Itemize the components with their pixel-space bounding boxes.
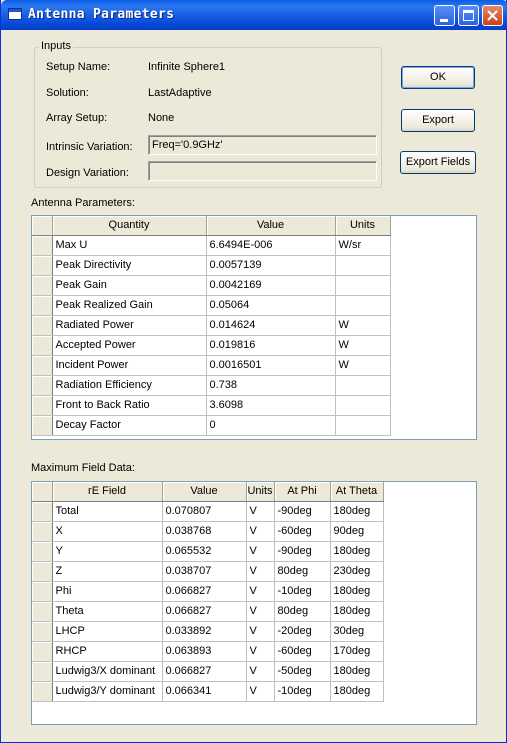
table-cell[interactable]: 0.0016501: [206, 355, 335, 375]
table-cell[interactable]: 180deg: [330, 681, 383, 701]
table-cell[interactable]: LHCP: [52, 621, 162, 641]
array-setup-label: Array Setup:: [46, 112, 108, 124]
table-row[interactable]: [32, 661, 383, 681]
table-cell[interactable]: -90deg: [274, 541, 330, 561]
maximize-button[interactable]: [458, 5, 479, 26]
close-icon: [483, 6, 502, 25]
table-cell[interactable]: 0.066827: [162, 601, 246, 621]
row-header-cell[interactable]: [32, 395, 52, 415]
solution-label: Solution:: [46, 87, 89, 99]
table-cell[interactable]: Peak Directivity: [52, 255, 206, 275]
row-header-cell[interactable]: [32, 501, 52, 521]
export-fields-button[interactable]: Export Fields: [400, 151, 476, 174]
design-variation-field: [148, 161, 377, 181]
table-cell[interactable]: W: [335, 335, 390, 355]
row-header-cell[interactable]: [32, 295, 52, 315]
table-cell[interactable]: 180deg: [330, 661, 383, 681]
corner-header-cell[interactable]: [32, 216, 52, 235]
intrinsic-variation-field: Freq='0.9GHz': [148, 135, 377, 155]
row-header-cell[interactable]: [32, 681, 52, 701]
table-cell[interactable]: 90deg: [330, 521, 383, 541]
maximum-field-data-header-row: [32, 482, 383, 501]
maximum-field-data-grid[interactable]: [31, 481, 477, 725]
row-header-cell[interactable]: [32, 661, 52, 681]
table-cell[interactable]: Y: [52, 541, 162, 561]
table-cell[interactable]: Front to Back Ratio: [52, 395, 206, 415]
table-cell[interactable]: V: [246, 681, 274, 701]
table-cell[interactable]: 180deg: [330, 541, 383, 561]
table-row[interactable]: [32, 641, 383, 661]
table-cell[interactable]: 0.066827: [162, 581, 246, 601]
table-cell[interactable]: 80deg: [274, 561, 330, 581]
row-header-cell[interactable]: [32, 275, 52, 295]
table-row[interactable]: [32, 335, 390, 355]
table-cell[interactable]: Theta: [52, 601, 162, 621]
table-cell[interactable]: -50deg: [274, 661, 330, 681]
table-cell[interactable]: Incident Power: [52, 355, 206, 375]
table-cell[interactable]: 30deg: [330, 621, 383, 641]
table-cell[interactable]: 0.0042169: [206, 275, 335, 295]
table-cell[interactable]: V: [246, 601, 274, 621]
table-cell[interactable]: 6.6494E-006: [206, 235, 335, 255]
table-cell[interactable]: 0.014624: [206, 315, 335, 335]
table-cell[interactable]: V: [246, 661, 274, 681]
table-cell[interactable]: -60deg: [274, 521, 330, 541]
table-cell[interactable]: 0.065532: [162, 541, 246, 561]
column-header-value[interactable]: Value: [162, 482, 246, 501]
table-cell[interactable]: 170deg: [330, 641, 383, 661]
table-cell[interactable]: 180deg: [330, 581, 383, 601]
table-cell[interactable]: Max U: [52, 235, 206, 255]
table-cell[interactable]: Decay Factor: [52, 415, 206, 435]
table-cell[interactable]: -60deg: [274, 641, 330, 661]
antenna-parameters-table: [32, 216, 391, 436]
table-cell[interactable]: 180deg: [330, 601, 383, 621]
row-header-cell[interactable]: [32, 355, 52, 375]
table-cell[interactable]: V: [246, 561, 274, 581]
table-row[interactable]: [32, 601, 383, 621]
window-app-icon[interactable]: [8, 8, 22, 20]
row-header-cell[interactable]: [32, 621, 52, 641]
maximum-field-data-label: Maximum Field Data:: [31, 462, 135, 474]
table-cell[interactable]: 0.0057139: [206, 255, 335, 275]
column-header-units[interactable]: Units: [335, 216, 390, 235]
antenna-parameters-grid[interactable]: [31, 215, 477, 440]
table-row[interactable]: [32, 375, 390, 395]
table-cell[interactable]: -90deg: [274, 501, 330, 521]
table-cell[interactable]: Radiated Power: [52, 315, 206, 335]
table-cell[interactable]: Peak Gain: [52, 275, 206, 295]
table-row[interactable]: [32, 235, 390, 255]
row-header-cell[interactable]: [32, 415, 52, 435]
table-cell[interactable]: [335, 375, 390, 395]
row-header-cell[interactable]: [32, 315, 52, 335]
table-cell[interactable]: 230deg: [330, 561, 383, 581]
column-header-units[interactable]: Units: [246, 482, 274, 501]
table-row[interactable]: [32, 561, 383, 581]
table-cell[interactable]: W: [335, 315, 390, 335]
antenna-parameters-label: Antenna Parameters:: [31, 197, 135, 209]
row-header-cell[interactable]: [32, 641, 52, 661]
solution-value: LastAdaptive: [148, 87, 212, 99]
table-cell[interactable]: V: [246, 541, 274, 561]
antenna-parameters-header-row: [32, 216, 390, 235]
row-header-cell[interactable]: [32, 541, 52, 561]
table-cell[interactable]: 0: [206, 415, 335, 435]
column-header-re-field[interactable]: rE Field: [52, 482, 162, 501]
close-button[interactable]: [482, 5, 503, 26]
table-cell[interactable]: -10deg: [274, 681, 330, 701]
setup-name-value: Infinite Sphere1: [148, 61, 226, 73]
ok-button[interactable]: OK: [401, 66, 475, 89]
table-cell[interactable]: 0.033892: [162, 621, 246, 641]
table-cell[interactable]: [335, 295, 390, 315]
table-cell[interactable]: Peak Realized Gain: [52, 295, 206, 315]
table-cell[interactable]: [335, 415, 390, 435]
table-row[interactable]: [32, 681, 383, 701]
table-cell[interactable]: 0.738: [206, 375, 335, 395]
table-row[interactable]: [32, 355, 390, 375]
table-cell[interactable]: Z: [52, 561, 162, 581]
table-cell[interactable]: V: [246, 621, 274, 641]
table-cell[interactable]: Accepted Power: [52, 335, 206, 355]
row-header-cell[interactable]: [32, 375, 52, 395]
table-cell[interactable]: [335, 275, 390, 295]
table-row[interactable]: [32, 581, 383, 601]
table-row[interactable]: [32, 295, 390, 315]
table-cell[interactable]: 0.019816: [206, 335, 335, 355]
row-header-cell[interactable]: [32, 521, 52, 541]
table-cell[interactable]: [335, 395, 390, 415]
table-row[interactable]: [32, 255, 390, 275]
table-row[interactable]: [32, 315, 390, 335]
table-cell[interactable]: Total: [52, 501, 162, 521]
table-row[interactable]: [32, 541, 383, 561]
table-row[interactable]: [32, 501, 383, 521]
table-cell[interactable]: 3.6098: [206, 395, 335, 415]
table-cell[interactable]: V: [246, 521, 274, 541]
row-header-cell[interactable]: [32, 335, 52, 355]
table-cell[interactable]: 0.038707: [162, 561, 246, 581]
table-cell[interactable]: Radiation Efficiency: [52, 375, 206, 395]
table-cell[interactable]: V: [246, 641, 274, 661]
table-cell[interactable]: W/sr: [335, 235, 390, 255]
table-cell[interactable]: [335, 255, 390, 275]
column-header-value[interactable]: Value: [206, 216, 335, 235]
minimize-icon: [440, 19, 448, 22]
table-row[interactable]: [32, 395, 390, 415]
column-header-at-theta[interactable]: At Theta: [330, 482, 383, 501]
row-header-cell[interactable]: [32, 255, 52, 275]
table-cell[interactable]: 0.063893: [162, 641, 246, 661]
design-variation-label: Design Variation:: [46, 167, 129, 179]
intrinsic-variation-label: Intrinsic Variation:: [46, 141, 133, 153]
array-setup-value: None: [148, 112, 175, 124]
row-header-cell[interactable]: [32, 601, 52, 621]
row-header-cell[interactable]: [32, 235, 52, 255]
table-cell[interactable]: 0.05064: [206, 295, 335, 315]
table-row[interactable]: [32, 621, 383, 641]
maximum-field-data-table: [32, 482, 384, 702]
column-header-quantity[interactable]: Quantity: [52, 216, 206, 235]
inputs-legend: Inputs: [41, 40, 71, 52]
table-cell[interactable]: -10deg: [274, 581, 330, 601]
row-header-cell[interactable]: [32, 581, 52, 601]
maximize-icon: [463, 10, 474, 21]
table-cell[interactable]: Ludwig3/Y dominant: [52, 681, 162, 701]
table-cell[interactable]: Phi: [52, 581, 162, 601]
table-cell[interactable]: 0.066341: [162, 681, 246, 701]
minimize-button[interactable]: [434, 5, 455, 26]
row-header-cell[interactable]: [32, 561, 52, 581]
window-title: Antenna Parameters: [28, 7, 175, 22]
column-header-at-phi[interactable]: At Phi: [274, 482, 330, 501]
table-cell[interactable]: 180deg: [330, 501, 383, 521]
table-cell[interactable]: V: [246, 501, 274, 521]
export-button[interactable]: Export: [401, 109, 475, 132]
table-cell[interactable]: W: [335, 355, 390, 375]
table-cell[interactable]: -20deg: [274, 621, 330, 641]
table-cell[interactable]: 0.038768: [162, 521, 246, 541]
table-cell[interactable]: Ludwig3/X dominant: [52, 661, 162, 681]
table-cell[interactable]: X: [52, 521, 162, 541]
setup-name-label: Setup Name:: [46, 61, 111, 73]
table-row[interactable]: [32, 521, 383, 541]
table-cell[interactable]: 0.070807: [162, 501, 246, 521]
table-cell[interactable]: 80deg: [274, 601, 330, 621]
table-row[interactable]: [32, 275, 390, 295]
table-row[interactable]: [32, 415, 390, 435]
table-cell[interactable]: RHCP: [52, 641, 162, 661]
corner-header-cell[interactable]: [32, 482, 52, 501]
title-bar[interactable]: [1, 0, 507, 30]
table-cell[interactable]: 0.066827: [162, 661, 246, 681]
table-cell[interactable]: V: [246, 581, 274, 601]
